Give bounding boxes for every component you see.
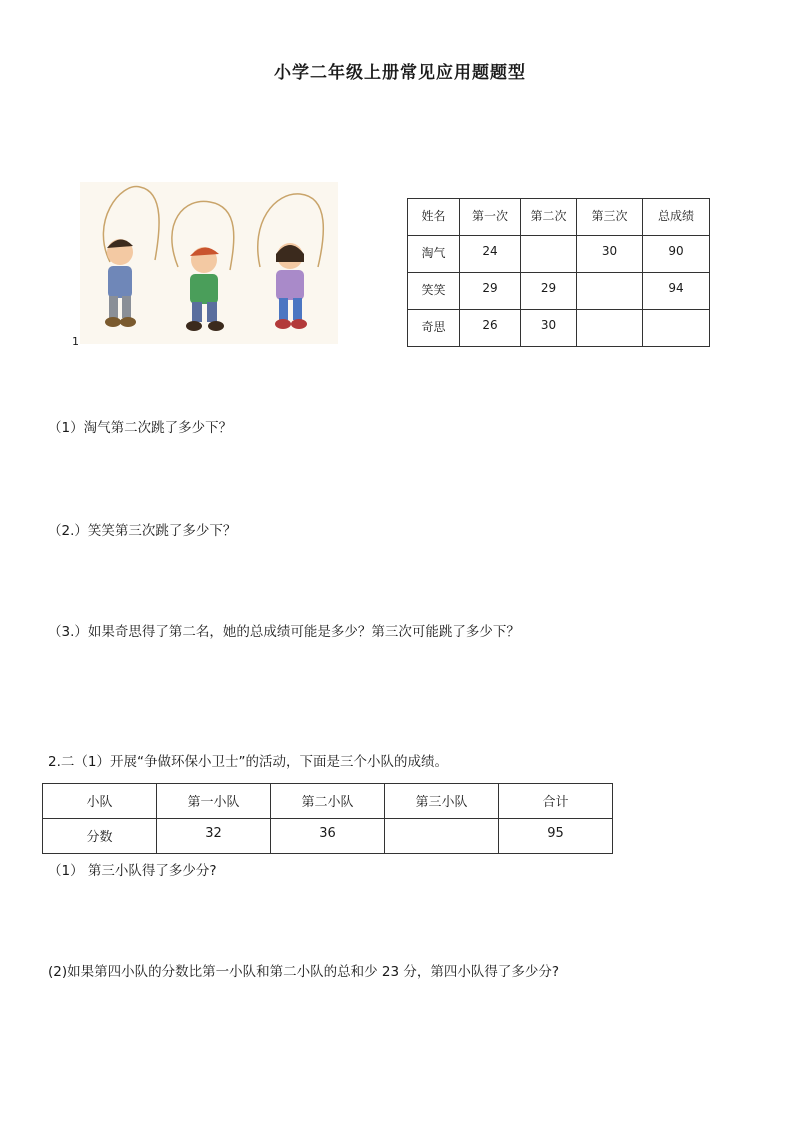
table-row [43,819,613,854]
problem-number: 1 [72,335,79,348]
jump-rope-illustration [80,182,338,344]
table-header-cell: 第三小队 [385,784,499,819]
table-cell: 30 [577,236,643,273]
table-cell: 36 [271,819,385,854]
table-cell [577,273,643,310]
table-row [408,236,710,273]
table-cell [521,236,577,273]
table-header-cell: 总成绩 [643,199,710,236]
table-cell: 24 [460,236,521,273]
table-header-cell: 第二次 [521,199,577,236]
question-2-2: (2)如果第四小队的分数比第一小队和第二小队的总和少 23 分，第四小队得了多少分? [48,964,560,980]
table-header-cell: 合计 [499,784,613,819]
question-1-1: （1）淘气第二次跳了多少下？ [48,420,233,436]
table-cell: 29 [521,273,577,310]
question-1-2: （2.）笑笑第三次跳了多少下？ [48,523,237,539]
table-cell: 分数 [43,819,157,854]
table-cell: 30 [521,310,577,347]
table-cell: 29 [460,273,521,310]
table-cell: 94 [643,273,710,310]
table-header-row [43,784,613,819]
table-cell [643,310,710,347]
page-title: 小学二年级上册常见应用题题型 [274,63,526,83]
table-cell: 笑笑 [408,273,460,310]
table-cell: 90 [643,236,710,273]
table-header-cell: 第二小队 [271,784,385,819]
table-header-cell: 第三次 [577,199,643,236]
question-2-1: （1） 第三小队得了多少分? [48,863,217,879]
table-row [408,273,710,310]
table-row [408,310,710,347]
team-score-table [42,783,613,854]
table-cell [385,819,499,854]
table-cell: 95 [499,819,613,854]
table-header-cell: 第一次 [460,199,521,236]
jump-rope-score-table [407,198,710,347]
table-cell: 淘气 [408,236,460,273]
table-cell: 奇思 [408,310,460,347]
problem-2-intro: 2.二（1）开展“争做环保小卫士”的活动，下面是三个小队的成绩。 [48,754,448,770]
table-cell: 26 [460,310,521,347]
table-header-cell: 第一小队 [157,784,271,819]
table-header-cell: 小队 [43,784,157,819]
table-cell: 32 [157,819,271,854]
table-header-cell: 姓名 [408,199,460,236]
table-cell [577,310,643,347]
question-1-3: （3.）如果奇思得了第二名，她的总成绩可能是多少？第三次可能跳了多少下？ [48,624,520,640]
table-header-row [408,199,710,236]
